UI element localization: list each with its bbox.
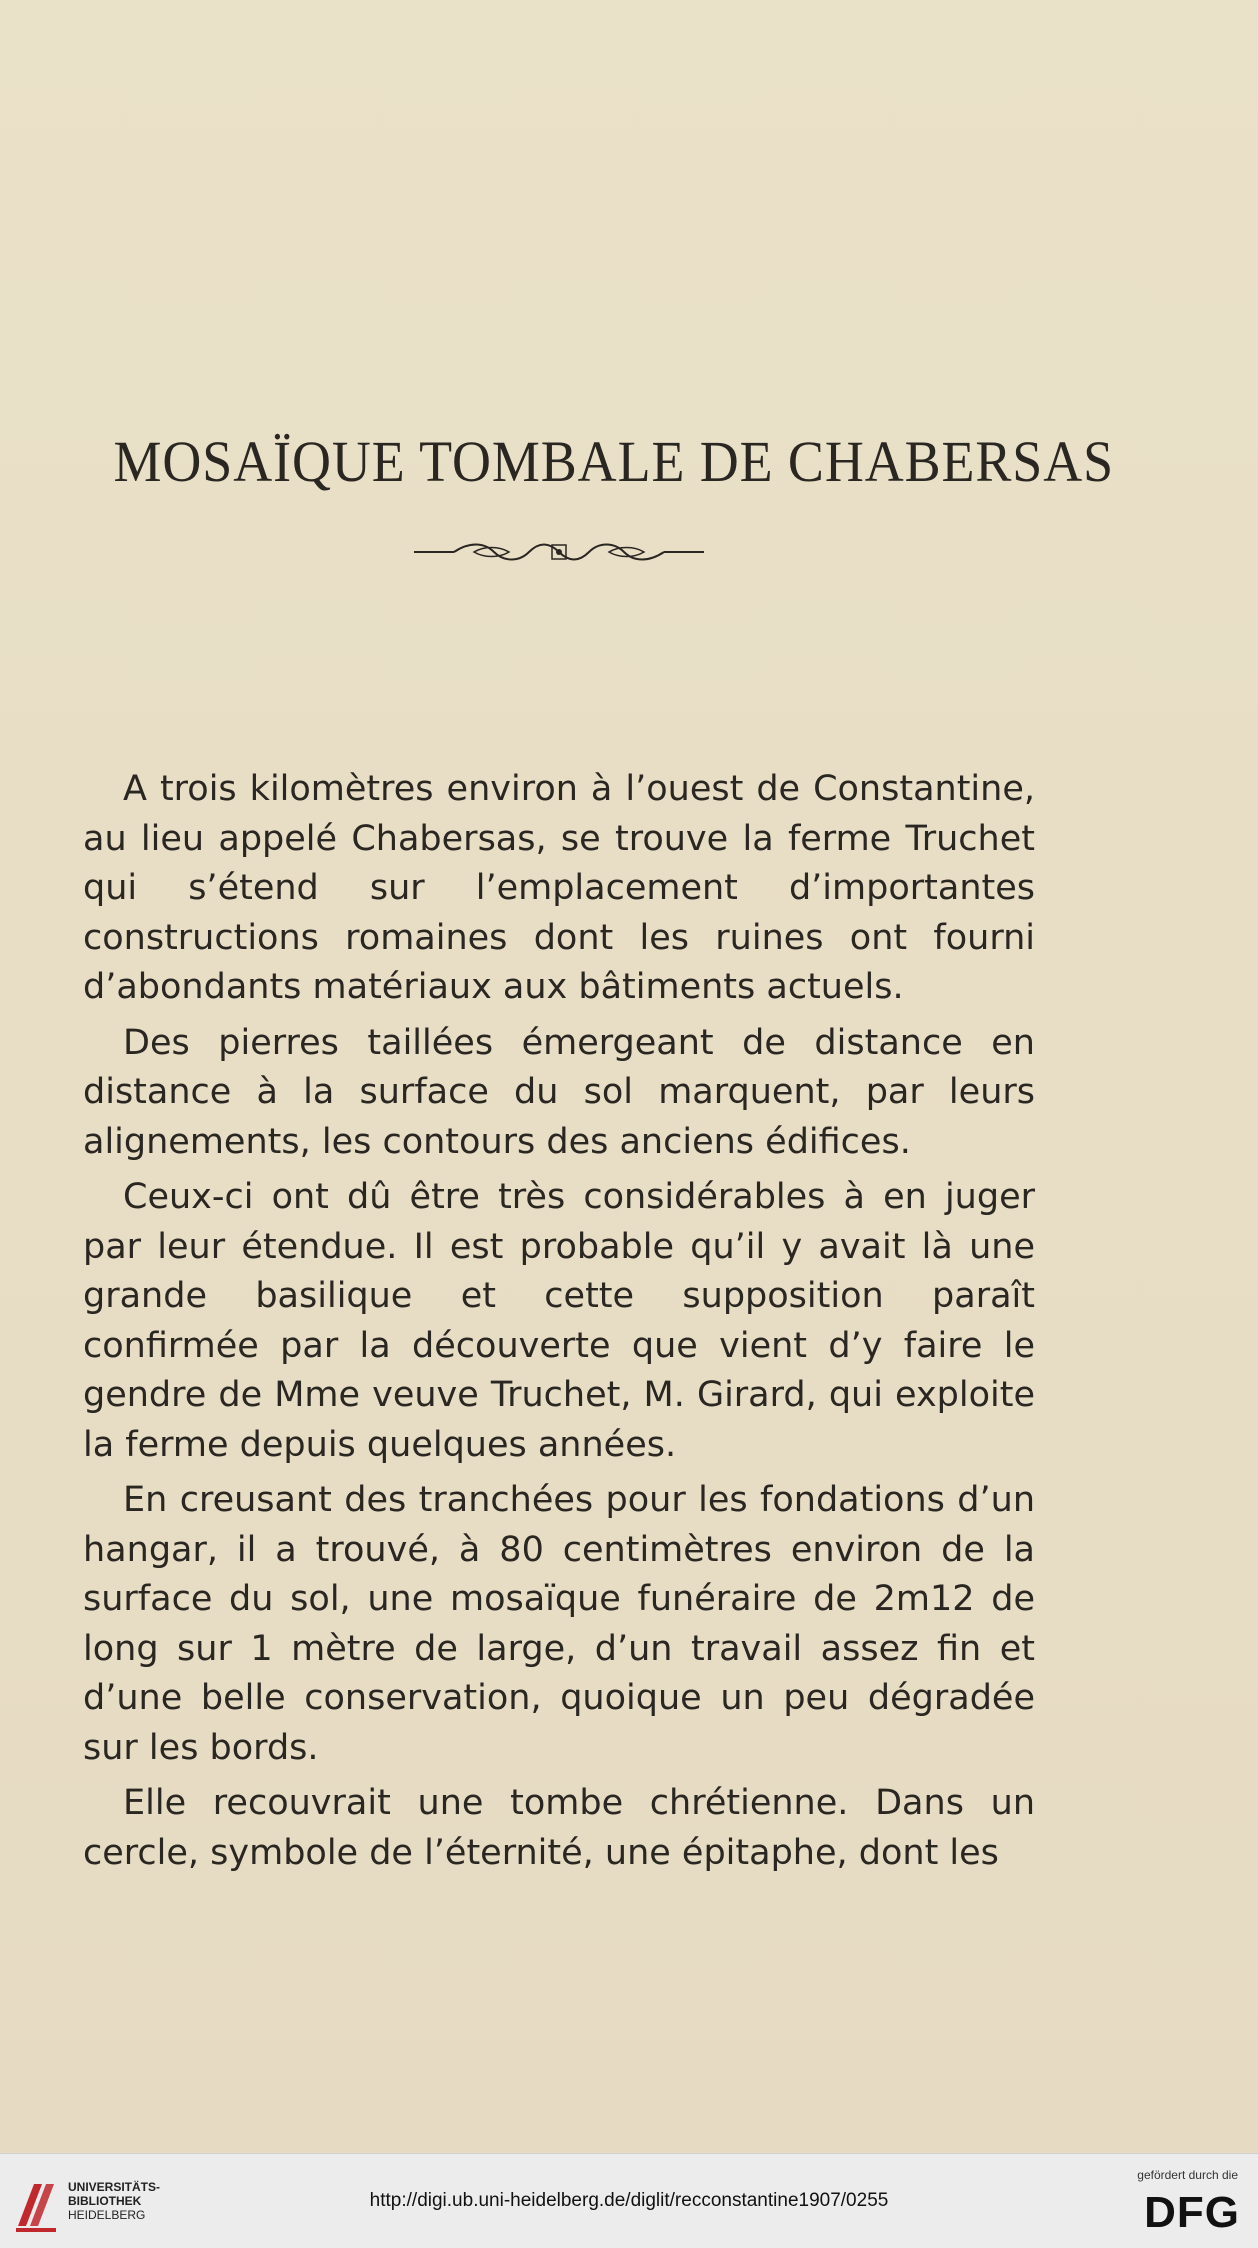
funding-caption: gefördert durch die (1137, 2168, 1238, 2182)
paragraph-1: A trois kilomètres environ à l’ouest de Constantine, au lieu appelé Chabersas, se trouve la ferme Truchet qui s’étend sur l’emplacement d’importantes constructions romaines dont les ruines ont fourni d’abondants matériaux aux bâtiments actuels. (83, 769, 1035, 1007)
footer-bar (0, 2153, 1258, 2248)
page-title: MOSAÏQUE TOMBALE DE CHABERSAS (113, 429, 1115, 494)
source-url-link[interactable]: http://digi.ub.uni-heidelberg.de/diglit/recconstantine1907/0255 (369, 2190, 889, 2211)
ornament-divider (414, 538, 704, 566)
paragraph-3: Ceux-ci ont dû être très considérables à en juger par leur étendue. Il est probable qu’il y avait là une grande basilique et cette supposition paraît confirmée par la découverte que vient d’y faire le gendre de Mme veuve Truchet, M. Girard, qui exploite la ferme depuis quelques années. (83, 1177, 1035, 1465)
paragraph-5: Elle recouvrait une tombe chrétienne. Dans un cercle, symbole de l’éternité, une épitaphe, dont les (83, 1783, 1035, 1873)
paragraph-4: En creusant des tranchées pour les fondations d’un hangar, il a trouvé, à 80 centimètres environ de la surface du sol, une mosaïque funéraire de 2m12 de long sur 1 mètre de large, d’un travail assez fin et d’une belle conservation, quoique un peu dégradée sur les bords. (83, 1480, 1035, 1768)
paragraph-2: Des pierres taillées émergeant de distance en distance à la surface du sol marquent, par leurs alignements, les contours des anciens édifices. (83, 1022, 1035, 1162)
body-text (83, 765, 1035, 1884)
library-name-line-1: UNIVERSITÄTS- (68, 2180, 161, 2194)
library-name-line-2: BIBLIOTHEK (68, 2194, 142, 2208)
dfg-logo: DFG (1144, 2188, 1240, 2237)
library-name-line-3: HEIDELBERG (68, 2208, 146, 2222)
